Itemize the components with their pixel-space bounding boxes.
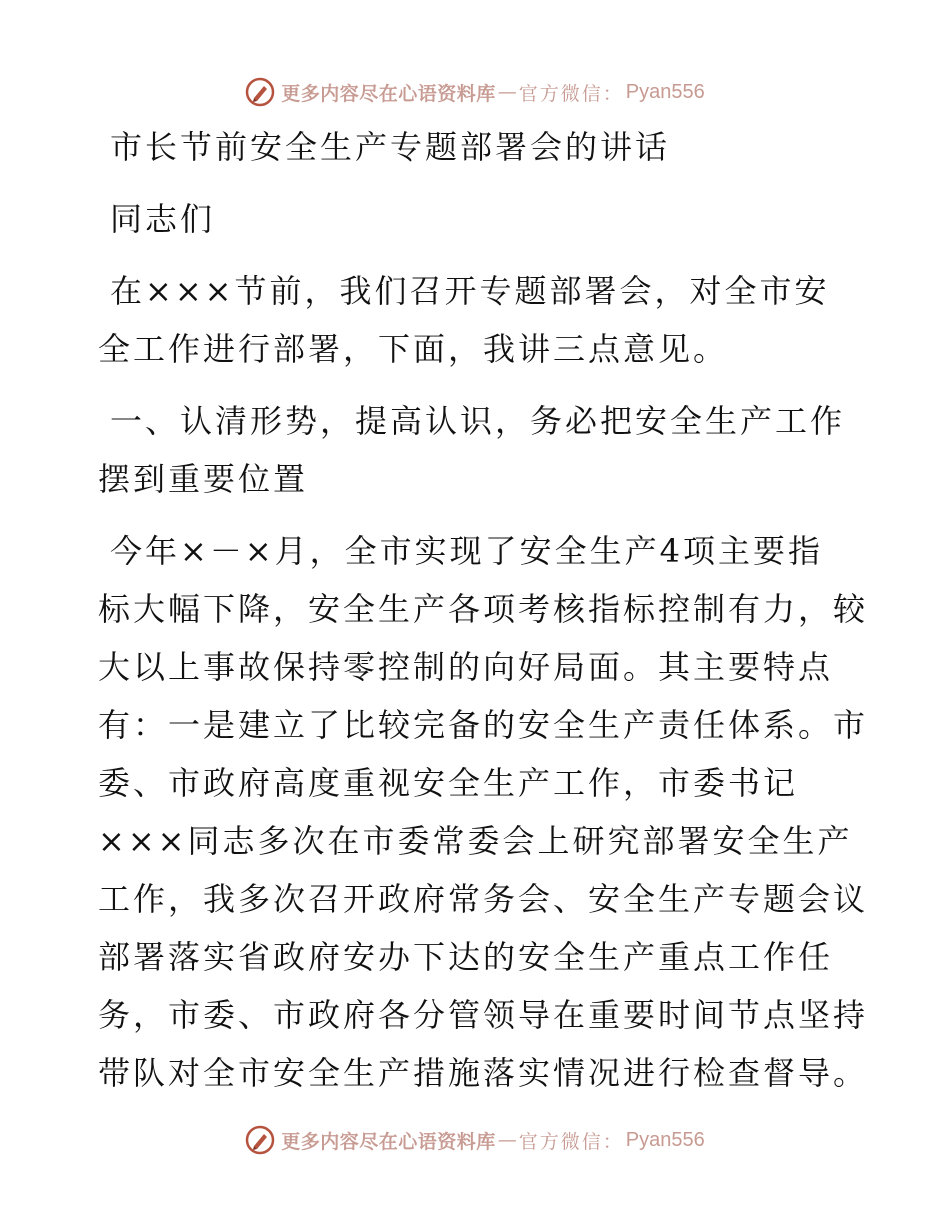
section-heading-1 xyxy=(98,392,856,508)
paragraph-line: 带队对全市安全生产措施落实情况进行检查督导。 xyxy=(98,1054,869,1092)
document-title: 市长节前安全生产专题部署会的讲话 xyxy=(110,128,671,166)
watermark-wechat-label: 官方微信： xyxy=(518,1130,624,1153)
watermark-wechat-label: 官方微信： xyxy=(518,82,624,105)
paragraph-line: 全工作进行部署，下面，我讲三点意见。 xyxy=(98,330,729,368)
watermark-separator: — xyxy=(497,1129,517,1151)
watermark-brand-text: 更多内容尽在心语资料库 xyxy=(281,82,496,105)
intro-paragraph xyxy=(98,262,856,378)
body-paragraph xyxy=(98,522,869,1102)
watermark-banner-bottom xyxy=(0,1120,950,1160)
heading-line: 一、认清形势，提高认识，务必把安全生产工作 xyxy=(110,402,846,440)
paragraph-line: 务，市委、市政府各分管领导在重要时间节点坚持 xyxy=(98,996,869,1034)
heading-line: 摆到重要位置 xyxy=(98,460,309,498)
watermark-banner-top xyxy=(0,72,950,112)
paragraph-line: 工作，我多次召开政府常务会、安全生产专题会议 xyxy=(98,880,869,918)
paragraph-line: 有：一是建立了比较完备的安全生产责任体系。市 xyxy=(98,706,869,744)
document-body xyxy=(98,118,869,1102)
paragraph-line: 今年×－×月，全市实现了安全生产4项主要指 xyxy=(110,532,823,570)
watermark-wechat-id: Pyan556 xyxy=(625,1128,705,1151)
paragraph-line: 标大幅下降，安全生产各项考核指标控制有力，较 xyxy=(98,590,869,628)
paragraph-line: 部署落实省政府安办下达的安全生产重点工作任 xyxy=(98,938,834,976)
paragraph-line: ×××同志多次在市委常委会上研究部署安全生产 xyxy=(98,822,853,860)
paragraph-line: 委、市政府高度重视安全生产工作，市委书记 xyxy=(98,764,799,802)
watermark-brand-text: 更多内容尽在心语资料库 xyxy=(281,1130,496,1153)
paragraph-line: 大以上事故保持零控制的向好局面。其主要特点 xyxy=(98,648,834,686)
paragraph-line: 在×××节前，我们召开专题部署会，对全市安 xyxy=(110,272,830,310)
salutation: 同志们 xyxy=(110,200,216,238)
watermark-wechat-id: Pyan556 xyxy=(625,80,705,103)
pen-logo-icon xyxy=(245,77,275,107)
watermark-separator: — xyxy=(497,81,517,103)
pen-logo-icon xyxy=(245,1125,275,1155)
